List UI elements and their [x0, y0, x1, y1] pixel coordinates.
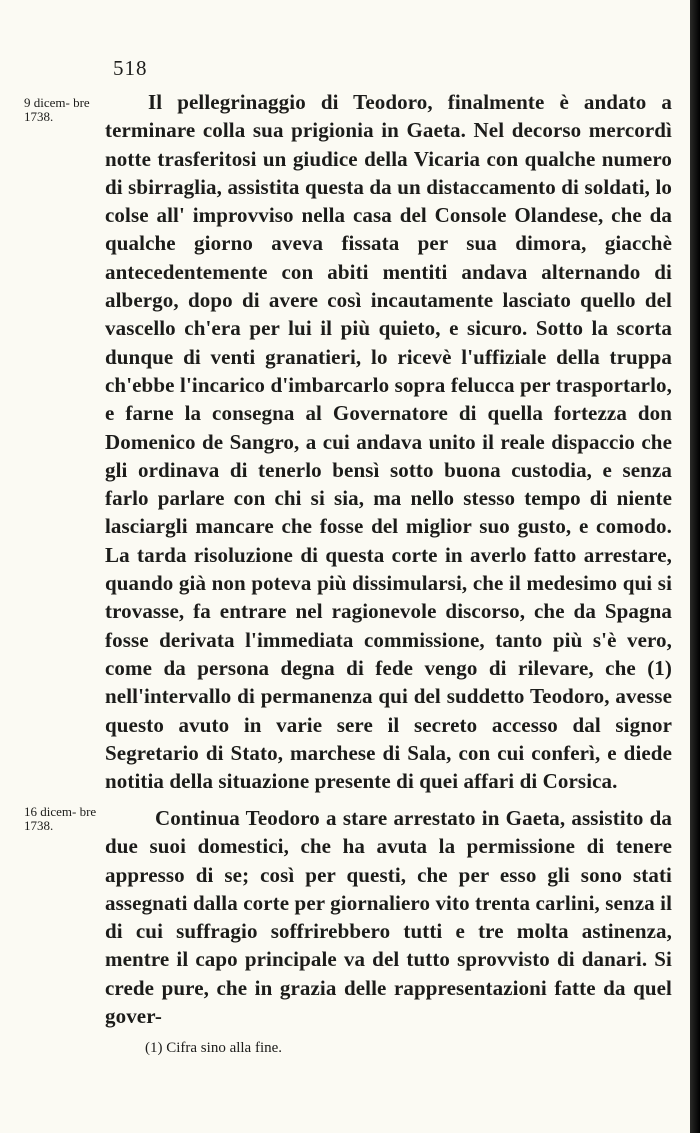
page-number: 518 — [113, 56, 148, 80]
paragraph: Continua Teodoro a stare arrestato in Gaeta, assistito da due suoi domestici, che ha avuta la permissione di tenere appresso di se; così per questi, che per esso gli sono stati assegnati dalla corte per giornaliero vito trenta carlini, senza il di cui suffragio soffrirebbero tutti e tre molta astinenza, mentre il capo principale va del tutto sprovvisto di danari. Si crede pure, che in grazia delle rappresentazioni fatte da quel gover- — [105, 806, 672, 1029]
page-edge-shadow — [690, 0, 700, 1133]
margin-note-date: 9 dicem- bre 1738. — [24, 95, 90, 124]
paragraph: Il pellegrinaggio di Teodoro, finalmente è andato a terminare colla sua prigionia in Gaeta. Nel decorso mercordì notte trasferitosi un giudice della Vicaria con qualche numero di sbirraglia, assistita questa da un distaccamento di soldati, lo colse all' improvviso nella casa del Console Olandese, che da qualche giorno aveva fissata per sua dimora, giacchè antecedentemente con abiti mentiti andava alternando di albergo, dopo di avere così incautamente lasciato quello del vascello ch'era per lui il più quieto, e sicuro. Sotto la scorta dunque di venti granatieri, lo ricevè l'uffiziale della truppa ch'ebbe l'incarico d'imbarcarlo sopra felucca per trasportarlo, e farne la consegna al Governatore di quella fortezza don Domenico de Sangro, a cui andava unito il reale dispaccio che gli ordinava di tenerlo bensì sotto buona custodia, e senza farlo parlare con chi si sia, ma nello stesso tempo di niente lasciargli mancare che fosse del miglior suo gusto, e comodo. La tarda risoluzione di questa corte in averlo fatto arrestare, quando già non poteva più dissimularsi, che il medesimo qui si trovasse, fa entrare nel ragionevole discorso, che da Spagna fosse derivata l'immediata commissione, tanto più s'è vero, come da persona degna di fede vengo di rilevare, che (1) nell'intervallo di permanenza qui del suddetto Teodoro, avesse questo avuto in varie sere il secreto accesso dal signor Segretario di Stato, marchese di Sala, con cui conferì, e diede notitia della situazione presente di quei affari di Corsica. — [105, 90, 672, 794]
footnote: (1) Cifra sino alla fine. — [145, 1040, 283, 1056]
margin-note-date: 16 dicem- bre 1738. — [24, 804, 97, 833]
